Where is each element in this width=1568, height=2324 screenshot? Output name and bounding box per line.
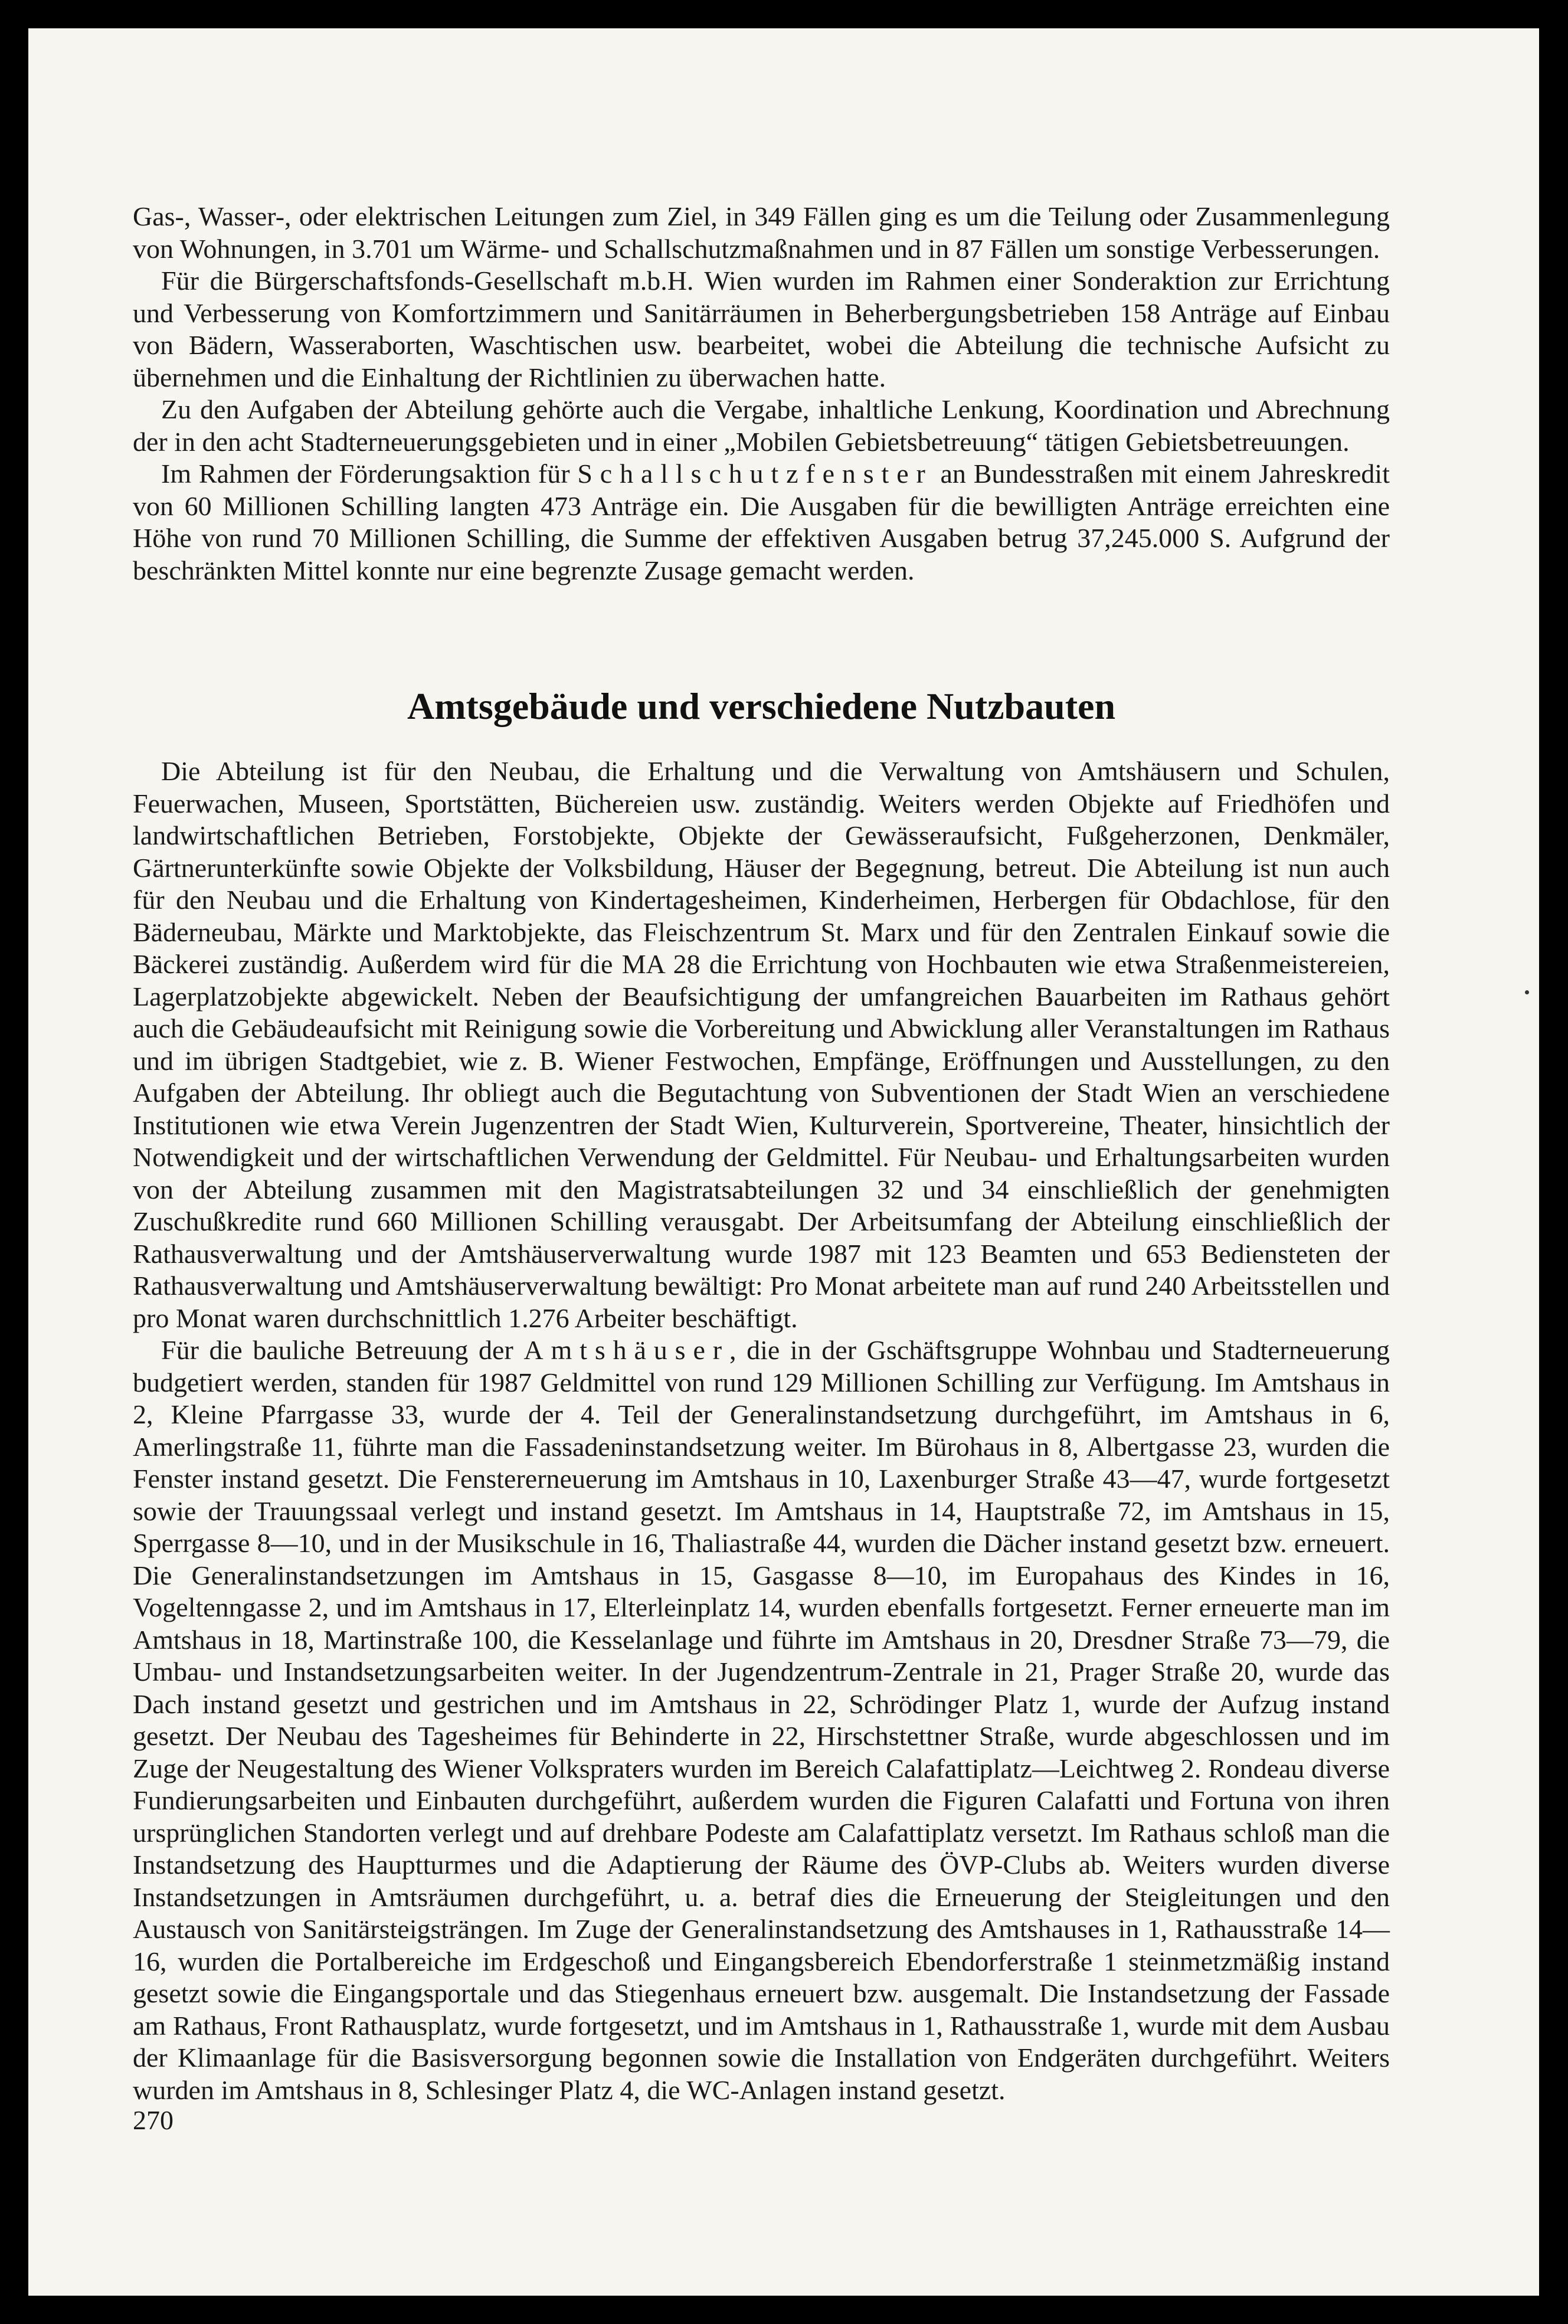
section-heading: Amtsgebäude und verschiedene Nutzbauten <box>407 685 1116 727</box>
intro-paragraph-4 <box>133 458 1390 587</box>
intro-text-block <box>133 201 1390 587</box>
intro-paragraph-4-start: Im Rahmen der Förderungsaktion für <box>161 459 578 489</box>
emphasis-amtshaeuser: Amtshäuser <box>523 1335 729 1365</box>
intro-paragraph-1: Gas-, Wasser-, oder elektrischen Leitungen zum Ziel, in 349 Fällen ging es um die Teilung oder Zusammenlegung von Wohnungen, in 3.701 um Wärme- und Schallschutzmaßnahmen und in 87 Fällen um sonstige Verbesserungen. <box>133 201 1390 264</box>
scan-speck <box>1525 990 1529 994</box>
section-paragraph-2-end: , die in der Gschäftsgruppe Wohnbau und Stadterneuerung budgetiert werden, standen für 1987 Geldmittel von rund 129 Millionen Schilling zur Verfügung. Im Amtshaus in 2, Kleine Pfarrgasse 33, wurde der 4. Teil der Generalinstandsetzung durchgeführt, im Amtshaus in 6, Amerlingstraße 11, führte man die Fassadeninstandsetzung weiter. Im Bürohaus in 8, Albertgasse 23, wurden die Fenster instand gesetzt. Die Fenstererneuerung im Amtshaus in 10, Laxenburger Straße 43—47, wurde fortgesetzt sowie der Trauungssaal verlegt und instand gesetzt. Im Amtshaus in 14, Hauptstraße 72, im Amtshaus in 15, Sperrgasse 8—10, und in der Musikschule in 16, Thaliastraße 44, wurden die Dächer instand gesetzt bzw. erneuert. Die Generalinstandsetzungen im Amtshaus in 15, Gasgasse 8—10, im Europahaus des Kindes in 16, Vogeltenngasse 2, und im Amtshaus in 17, Elterleinplatz 14, wurden ebenfalls fortgesetzt. Ferner erneuerte man im Amtshaus in 18, Martinstraße 100, die Kesselanlage und führte im Amtshaus in 20, Dresdner Straße 73—79, die Umbau- und Instandsetzungsarbeiten weiter. In der Jugendzentrum-Zentrale in 21, Prager Straße 20, wurde das Dach instand gesetzt und gestrichen und im Amtshaus in 22, Schrödinger Platz 1, wurde der Aufzug instand gesetzt. Der Neubau des Tagesheimes für Behinderte in 22, Hirschstettner Straße, wurde abgeschlossen und im Zuge der Neugestaltung des Wiener Volkspraters wurden im Bereich Calafattiplatz—Leichtweg 2. Rondeau diverse Fundierungsarbeiten und Einbauten durchgeführt, außerdem wurden die Figuren Calafatti und Fortuna von ihren ursprünglichen Standorten verlegt und auf drehbare Podeste am Calafattiplatz versetzt. Im Rathaus schloß man die Instandsetzung des Hauptturmes und die Adaptierung der Räume des ÖVP-Clubs ab. Weiters wurden diverse Instandsetzungen in Amtsräumen durchgeführt, u. a. betraf dies die Erneuerung der Steigleitungen und den Austausch von Sanitärsteigsträngen. Im Zuge der Generalinstandsetzung des Amtshauses in 1, Rathausstraße 14—16, wurden die Portalbereiche im Erdgeschoß und Eingangsbereich Ebendorferstraße 1 steinmetzmäßig instand gesetzt sowie die Eingangsportale und das Stiegenhaus erneuert bzw. ausgemalt. Die Instandsetzung der Fassade am Rathaus, Front Rathausplatz, wurde fortgesetzt, und im Amtshaus in 1, Rathausstraße 1, wurde mit dem Ausbau der Klimaanlage für die Basisversorgung begonnen sowie die Installation von Endgeräten durchgeführt. Weiters wurden im Amtshaus in 8, Schlesinger Platz 4, die WC-Anlagen instand gesetzt. <box>133 1335 1390 2105</box>
section-paragraph-1: Die Abteilung ist für den Neubau, die Erhaltung und die Verwaltung von Amtshäusern und Schulen, Feuerwachen, Museen, Sportstätten, Büchereien usw. zuständig. Weiters werden Objekte auf Friedhöfen und landwirtschaftlichen Betrieben, Forstobjekte, Objekte der Gewässeraufsicht, Fußgeherzonen, Denkmäler, Gärtnerunterkünfte sowie Objekte der Volksbildung, Häuser der Begegnung, betreut. Die Abteilung ist nun auch für den Neubau und die Erhaltung von Kindertagesheimen, Kinderheimen, Herbergen für Obdachlose, für den Bäderneubau, Märkte und Marktobjekte, das Fleischzentrum St. Marx und für den Zentralen Einkauf sowie die Bäckerei zuständig. Außerdem wird für die MA 28 die Errichtung von Hochbauten wie etwa Straßenmeistereien, Lagerplatzobjekte abgewickelt. Neben der Beaufsichtigung der umfangreichen Bauarbeiten im Rathaus gehört auch die Gebäudeaufsicht mit Reinigung sowie die Vorbereitung und Abwicklung aller Veranstaltungen im Rathaus und im übrigen Stadtgebiet, wie z. B. Wiener Festwochen, Empfänge, Eröffnungen und Ausstellungen, zu den Aufgaben der Abteilung. Ihr obliegt auch die Begutachtung von Subventionen der Stadt Wien an verschiedene Institutionen wie etwa Verein Jugenzentren der Stadt Wien, Kulturverein, Sportvereine, Theater, hinsichtlich der Notwendigkeit und der wirtschaftlichen Verwendung der Geldmittel. Für Neubau- und Erhaltungsarbeiten wurden von der Abteilung zusammen mit den Magistratsabteilungen 32 und 34 einschließlich der genehmigten Zuschußkredite rund 660 Millionen Schilling verausgabt. Der Arbeitsumfang der Abteilung einschließlich der Rathausverwaltung und der Amtshäuserverwaltung wurde 1987 mit 123 Beamten und 653 Bediensteten der Rathausverwaltung und Amtshäuserverwaltung bewältigt: Pro Monat arbeitete man auf rund 240 Arbeitsstellen und pro Monat waren durchschnittlich 1.276 Arbeiter beschäftigt. <box>133 756 1390 1333</box>
intro-paragraph-3: Zu den Aufgaben der Abteilung gehörte auch die Vergabe, inhaltliche Lenkung, Koordination und Abrechnung der in den acht Stadterneuerungsgebieten und in einer „Mobilen Gebietsbetreuung“ tätigen Gebietsbetreuungen. <box>133 394 1390 457</box>
intro-paragraph-4-end: an Bundesstraßen mit einem Jahreskredit von 60 Millionen Schilling langten 473 Anträge ein. Die Ausgaben für die bewilligten Anträge erreichten eine Höhe von rund 70 Millionen Schilling, die Summe der effektiven Ausgaben betrug 37,245.000 S. Aufgrund der beschränkten Mittel konnte nur eine begrenzte Zusage gemacht werden. <box>133 459 1390 585</box>
page-number: 270 <box>133 2105 174 2135</box>
section-paragraph-2-start: Für die bauliche Betreuung der <box>161 1335 524 1365</box>
section-heading-wrap <box>133 683 1390 730</box>
section-text-block <box>133 755 1390 2106</box>
intro-paragraph-2: Für die Bürgerschaftsfonds-Gesellschaft m.b.H. Wien wurden im Rahmen einer Sonderaktion zur Errichtung und Verbesserung von Komfortzimmern und Sanitärräumen in Beherbergungsbetrieben 158 Anträge auf Einbau von Bädern, Wasseraborten, Waschtischen usw. bearbeitet, wobei die Abteilung die technische Aufsicht zu übernehmen und die Einhaltung der Richtlinien zu überwachen hatte. <box>133 266 1390 392</box>
emphasis-schallschutzfenster: Schallschutzfenster <box>577 459 933 489</box>
section-paragraph-2 <box>133 1334 1390 2106</box>
